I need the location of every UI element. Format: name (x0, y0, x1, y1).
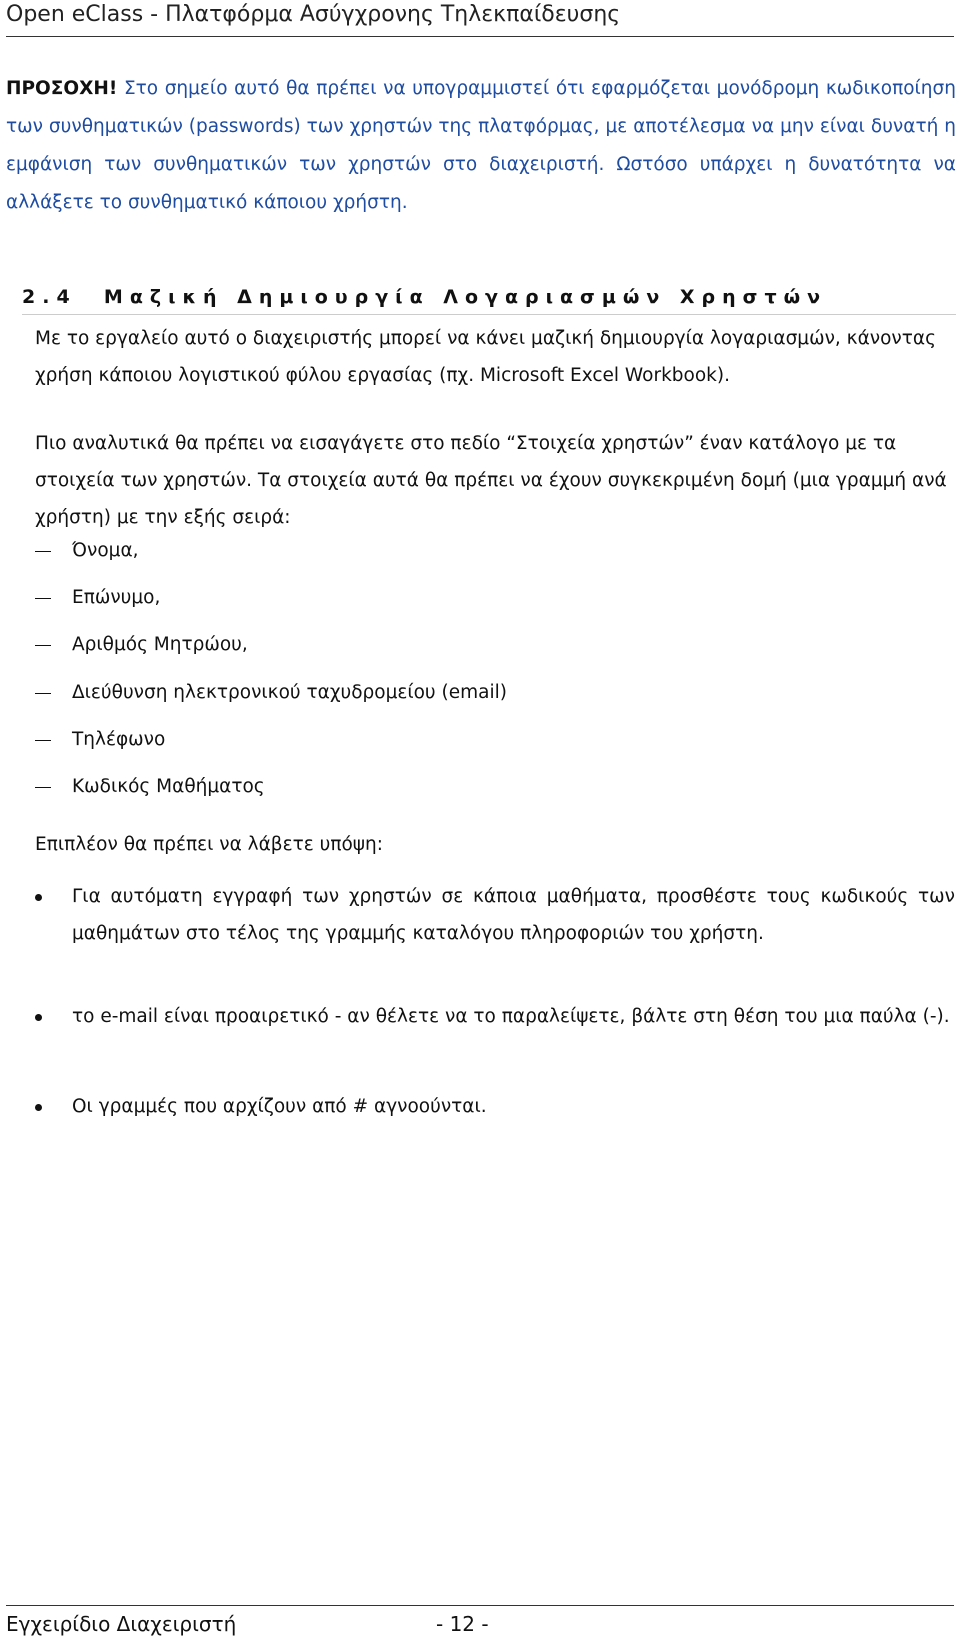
list-item: Τηλέφωνο (35, 729, 935, 776)
list-item: Για αυτόματη εγγραφή των χρηστών σε κάποια μαθήματα, προσθέστε τους κωδικούς των μαθημάτων στο τέλος της γραμμής καταλόγου πληροφοριών του χρήστη. (35, 878, 955, 998)
list-item: Οι γραμμές που αρχίζουν από # αγνοούνται. (35, 1088, 955, 1125)
list-item: Διεύθυνση ηλεκτρονικού ταχυδρομείου (email) (35, 682, 935, 729)
dash-icon (35, 787, 51, 788)
list-item: Επώνυμο, (35, 587, 935, 634)
dash-icon (35, 740, 51, 741)
header-title: Open eClass - Πλατφόρμα Ασύγχρονης Τηλεκπαίδευσης (6, 2, 621, 27)
warning-paragraph (6, 70, 956, 222)
bullet-icon (35, 1104, 42, 1111)
warning-text: Στο σημείο αυτό θα πρέπει να υπογραμμιστεί ότι εφαρμόζεται μονόδρομη κωδικοποίηση των συνθηματικών (passwords) των χρηστών της πλατφόρμας, με αποτέλεσμα να μην είναι δυνατή η εμφάνιση των συνθηματικών των χρηστών στο διαχειριστή. Ωστόσο υπάρχει η δυνατότητα να αλλάξετε το συνθηματικό κάποιου χρήστη. (6, 78, 956, 213)
dash-icon (35, 598, 51, 599)
intro-paragraph: Με το εργαλείο αυτό ο διαχειριστής μπορεί να κάνει μαζική δημιουργία λογαριασμών, κάνοντας χρήση κάποιου λογιστικού φύλου εργασίας (πχ. Microsoft Excel Workbook). (35, 328, 936, 386)
list-item: Αριθμός Μητρώου, (35, 634, 935, 681)
section-title: Μαζική Δημιουργία Λογαριασμών Χρηστών (103, 286, 828, 308)
list-item: Κωδικός Μαθήματος (35, 776, 935, 823)
list-item: το e-mail είναι προαιρετικό - αν θέλετε να το παραλείψετε, βάλτε στη θέση του μια παύλα (-). (35, 998, 955, 1088)
fields-list (35, 540, 935, 823)
page-footer (6, 1605, 954, 1636)
page-header (6, 0, 954, 37)
page-number: - 12 - (436, 1612, 489, 1636)
dash-icon (35, 551, 51, 552)
dash-icon (35, 693, 51, 694)
dash-icon (35, 645, 51, 646)
notes-intro: Επιπλέον θα πρέπει να λάβετε υπόψη: (35, 834, 383, 855)
structure-paragraph: Πιο αναλυτικά θα πρέπει να εισαγάγετε στο πεδίο “Στοιχεία χρηστών” έναν κατάλογο με τα στοιχεία των χρηστών. Τα στοιχεία αυτά θα πρέπει να έχουν συγκεκριμένη δομή (μια γραμμή ανά χρήστη) με την εξής σειρά: (35, 433, 947, 528)
bullet-icon (35, 894, 42, 901)
warning-label: ΠΡΟΣΟΧΗ! (6, 78, 118, 99)
section-heading (22, 286, 956, 315)
footer-manual-title: Εγχειρίδιο Διαχειριστή (6, 1612, 237, 1636)
notes-list (35, 878, 955, 1125)
bullet-icon (35, 1014, 42, 1021)
section-number: 2.4 (22, 286, 77, 308)
list-item: Όνομα, (35, 540, 935, 587)
